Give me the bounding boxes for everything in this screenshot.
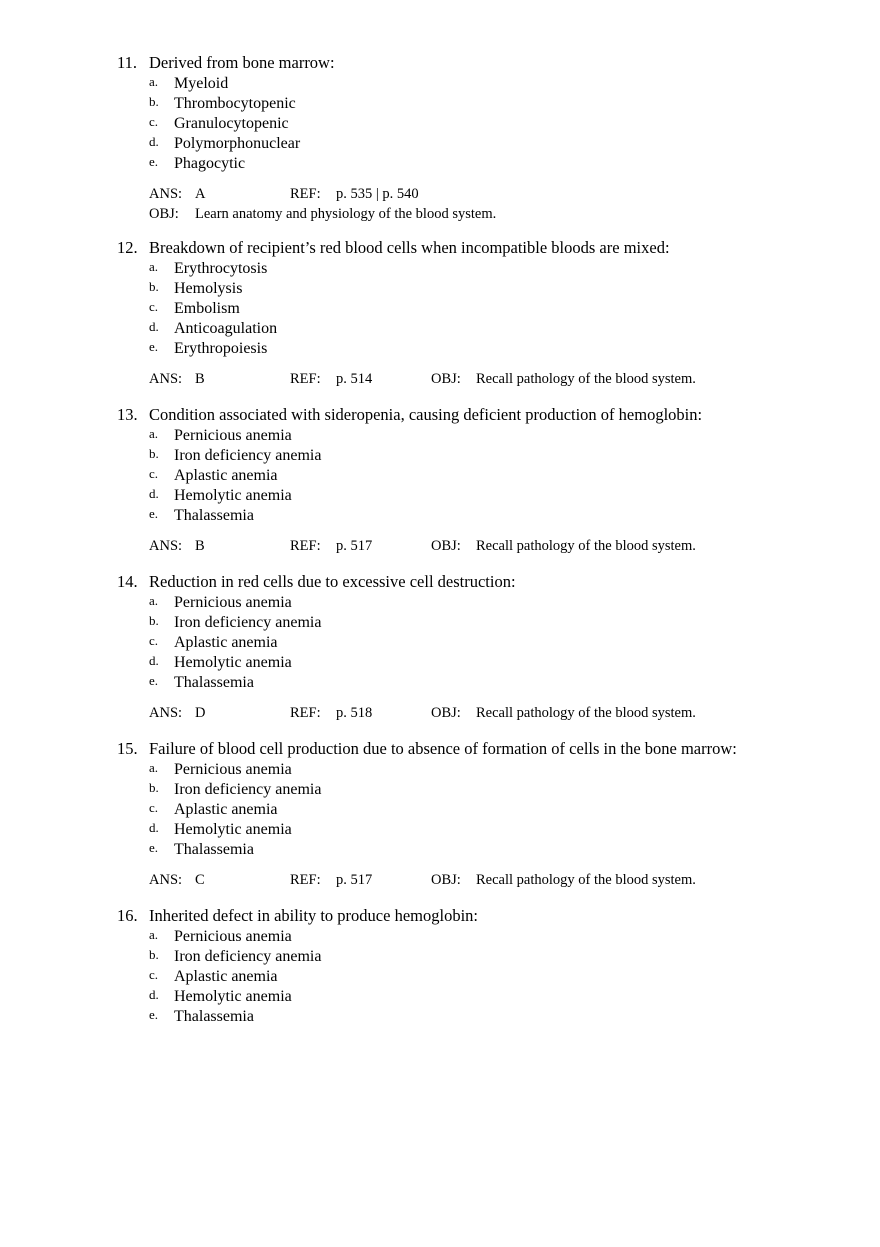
ref-label: REF: [290,371,321,387]
option-b: b. Iron deficiency anemia [149,446,322,464]
obj-label: OBJ: [431,538,461,554]
question-text: Inherited defect in ability to produce hemoglobin: [149,906,478,925]
ans-value: D [195,705,206,721]
option-b: b. Iron deficiency anemia [149,947,322,965]
option-e: e. Thalassemia [149,506,254,524]
ref-value: p. 535 | p. 540 [336,186,419,202]
question-number: 14. [117,572,138,591]
question-15 [117,739,857,890]
ans-label: ANS: [149,872,183,888]
question-number: 12. [117,238,138,257]
obj-value: Recall pathology of the blood system. [476,538,696,554]
question-number: 11. [117,53,138,72]
answer-line [117,369,857,389]
obj-label: OBJ: [431,371,461,387]
option-c: c. Aplastic anemia [149,800,278,818]
ans-value: B [195,371,205,387]
ans-label: ANS: [149,705,183,721]
option-a: a. Pernicious anemia [149,927,292,945]
question-text: Breakdown of recipient’s red blood cells when incompatible bloods are mixed: [149,238,670,257]
ans-label: ANS: [149,186,183,202]
option-a: a. Myeloid [149,74,229,92]
question-text: Condition associated with sideropenia, causing deficient production of hemoglobin: [149,405,703,424]
obj-value: Learn anatomy and physiology of the blood system. [195,206,497,222]
question-number: 13. [117,405,138,424]
option-a: a. Pernicious anemia [149,760,292,778]
option-a: a. Pernicious anemia [149,426,292,444]
answer-line [117,536,857,556]
question-text: Reduction in red cells due to excessive cell destruction: [149,572,516,591]
question-13 [117,405,857,556]
option-list [117,927,857,1027]
ref-value: p. 517 [336,872,373,888]
option-list [117,593,857,693]
option-e: e. Thalassemia [149,840,254,858]
ref-value: p. 518 [336,705,373,721]
obj-value: Recall pathology of the blood system. [476,872,696,888]
ans-label: ANS: [149,538,183,554]
ref-value: p. 514 [336,371,373,387]
option-d: d. Hemolytic anemia [149,653,292,671]
option-list [117,426,857,526]
option-a: a. Erythrocytosis [149,259,268,277]
option-b: b. Thrombocytopenic [149,94,296,112]
option-list [117,760,857,860]
option-d: d. Hemolytic anemia [149,820,292,838]
answer-line [117,870,857,890]
question-number: 15. [117,739,138,758]
option-e: e. Thalassemia [149,1007,254,1025]
ans-label: ANS: [149,371,183,387]
option-b: b. Iron deficiency anemia [149,613,322,631]
question-14 [117,572,857,723]
question-16 [117,906,857,1027]
ref-value: p. 517 [336,538,373,554]
question-text: Failure of blood cell production due to absence of formation of cells in the bone marrow: [149,739,737,758]
answer-line [117,703,857,723]
ref-label: REF: [290,538,321,554]
question-text: Derived from bone marrow: [149,53,335,72]
ref-label: REF: [290,705,321,721]
obj-label: OBJ: [149,206,179,222]
option-d: d. Polymorphonuclear [149,134,301,152]
option-c: c. Aplastic anemia [149,633,278,651]
option-list [117,74,857,174]
question-number: 16. [117,906,138,925]
option-c: c. Aplastic anemia [149,466,278,484]
option-e: e. Erythropoiesis [149,339,268,357]
option-list [117,259,857,359]
ans-value: A [195,186,206,202]
question-11 [117,53,857,224]
ans-value: B [195,538,205,554]
obj-value: Recall pathology of the blood system. [476,371,696,387]
obj-label: OBJ: [431,705,461,721]
obj-label: OBJ: [431,872,461,888]
option-c: c. Granulocytopenic [149,114,289,132]
objective-line [117,204,857,224]
option-d: d. Hemolytic anemia [149,486,292,504]
option-e: e. Phagocytic [149,154,246,172]
option-b: b. Iron deficiency anemia [149,780,322,798]
obj-value: Recall pathology of the blood system. [476,705,696,721]
option-c: c. Embolism [149,299,240,317]
option-c: c. Aplastic anemia [149,967,278,985]
ref-label: REF: [290,186,321,202]
option-a: a. Pernicious anemia [149,593,292,611]
option-e: e. Thalassemia [149,673,254,691]
option-d: d. Anticoagulation [149,319,278,337]
ans-value: C [195,872,205,888]
option-d: d. Hemolytic anemia [149,987,292,1005]
option-b: b. Hemolysis [149,279,243,297]
ref-label: REF: [290,872,321,888]
answer-line [117,184,857,204]
question-12 [117,238,857,389]
